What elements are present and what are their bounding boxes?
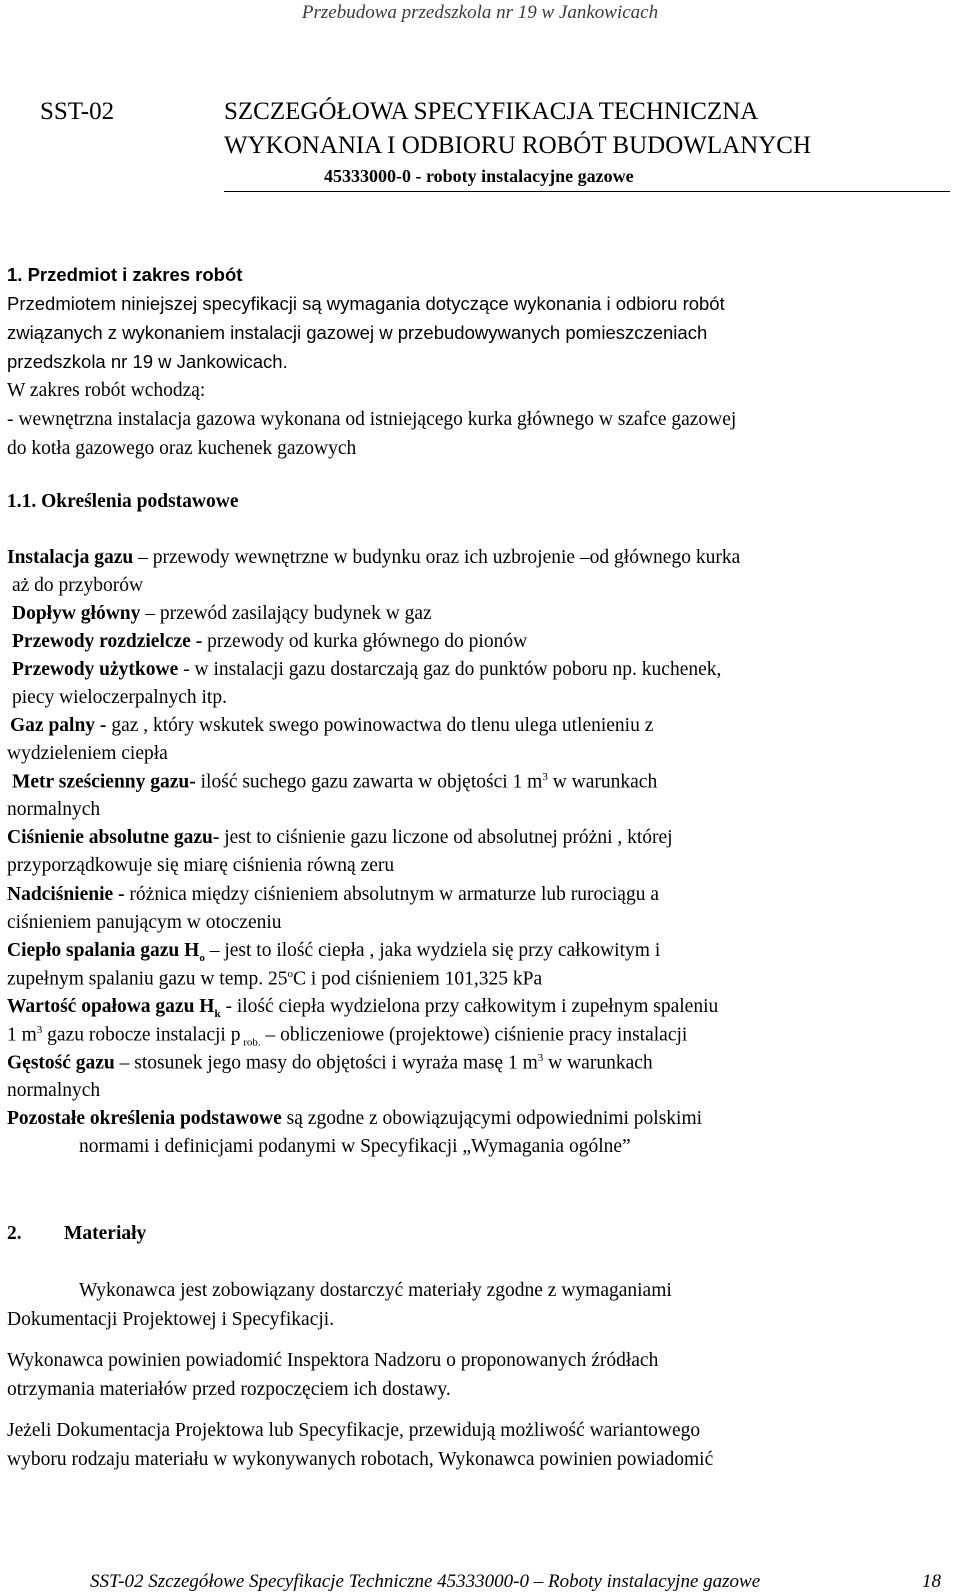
definition-instalacja-gazu: Instalacja gazu – przewody wewnętrzne w budynku oraz ich uzbrojenie –od głównego kurka	[7, 547, 741, 568]
definition-cont: normalnych	[7, 799, 101, 820]
header-rule	[224, 191, 950, 192]
definition-cont: normalnych	[7, 1080, 101, 1101]
page-number: 18	[922, 1571, 941, 1592]
definition-cont: piecy wieloczerpalnych itp.	[12, 687, 227, 708]
definition-cont: 1 $m^3$ gazu robocze instalacji p $_{rob.}$ – obliczeniowe (projektowe) ciśnienie pracy instalacji	[7, 1024, 688, 1049]
page-footer: SST-02 Szczegółowe Specyfikacje Techniczne 45333000-0 – Roboty instalacyjne gazowe	[90, 1571, 761, 1592]
section-1-heading: 1. Przedmiot i zakres robót	[7, 264, 243, 285]
definition-cont: aż do przyborów	[12, 575, 144, 596]
s2-paragraph: Jeżeli Dokumentacja Projektowa lub Specyfikacje, przewidują możliwość wariantowego	[7, 1420, 701, 1441]
definition-cieplo-spalania: Ciepło spalania gazu $H_o$ – jest to ilość ciepła , jaka wydziela się przy całkowitym i	[7, 940, 661, 964]
s2-paragraph: otrzymania materiałów przed rozpoczęciem ich dostawy.	[7, 1379, 451, 1400]
doc-title-line2: WYKONANIA I ODBIORU ROBÓT BUDOWLANYCH	[224, 132, 812, 159]
definition-wartosc-opalowa: Wartość opałowa gazu $H_k$ - ilość ciepła wydzielona przy całkowitym i zupełnym spaleniu	[7, 996, 719, 1020]
definition-cont: wydzieleniem ciepła	[7, 743, 168, 764]
s2-paragraph: Dokumentacji Projektowej i Specyfikacji.	[7, 1309, 335, 1330]
definition-przewody-uzytkowe: Przewody użytkowe - w instalacji gazu dostarczają gaz do punktów poboru np. kuchenek,	[12, 659, 722, 680]
s2-paragraph: wyboru rodzaju materiału w wykonywanych robotach, Wykonawca powinien powiadomić	[7, 1449, 714, 1470]
definition-gestosc-gazu: Gęstość gazu – stosunek jego masy do objętości i wyraża masę 1 $m^3$ w warunkach	[7, 1052, 653, 1074]
definition-cont: przyporządkowuje się miarę ciśnienia równą zeru	[7, 855, 395, 876]
s1-line: - wewnętrzna instalacja gazowa wykonana od istniejącego kurka głównego w szafce gazowej	[7, 409, 737, 430]
section-2-number: 2.	[7, 1223, 22, 1244]
definition-cisnienie-absolutne: Ciśnienie absolutne gazu- jest to ciśnienie gazu liczone od absolutnej próżni , której	[7, 827, 673, 848]
s2-paragraph: Wykonawca jest zobowiązany dostarczyć materiały zgodne z wymaganiami	[79, 1280, 672, 1301]
running-header: Przebudowa przedszkola nr 19 w Jankowicach	[301, 2, 659, 23]
definition-nadcisnienie: Nadciśnienie - różnica między ciśnieniem absolutnym w armaturze lub rurociągu a	[7, 884, 659, 905]
definition-przewody-rozdzielcze: Przewody rozdzielcze - przewody od kurka głównego do pionów	[12, 631, 528, 652]
s1-line: W zakres robót wchodzą:	[7, 380, 206, 401]
definition-doplyw: Dopływ główny – przewód zasilający budynek w gaz	[12, 603, 432, 624]
s1-line: do kotła gazowego oraz kuchenek gazowych	[7, 438, 357, 459]
spec-code: SST-02	[40, 98, 115, 125]
definition-gaz-palny: Gaz palny - gaz , który wskutek swego powinowactwa do tlenu ulega utlenieniu z	[10, 715, 654, 736]
s1-line: przedszkola nr 19 w Jankowicach.	[7, 351, 288, 372]
s1-line: związanych z wykonaniem instalacji gazowej w przebudowywanych pomieszczeniach	[7, 322, 708, 343]
s1-line: Przedmiotem niniejszej specyfikacji są wymagania dotyczące wykonania i odbioru robót	[7, 293, 725, 314]
definition-pozostale: Pozostałe określenia podstawowe są zgodne z obowiązującymi odpowiednimi polskimi	[7, 1108, 703, 1129]
definition-cont: ciśnieniem panującym w otoczeniu	[7, 912, 282, 933]
section-2-title: Materiały	[64, 1223, 147, 1244]
definition-cont: normami i definicjami podanymi w Specyfikacji „Wymagania ogólne”	[79, 1136, 631, 1157]
section-1-1-heading: 1.1. Określenia podstawowe	[7, 491, 239, 512]
definition-metr-szescienny: Metr sześcienny gazu- ilość suchego gazu zawarta w objętości 1 $m^3$ w warunkach	[12, 771, 658, 793]
cpv-line: 45333000-0 - roboty instalacyjne gazowe	[324, 166, 634, 186]
s2-paragraph: Wykonawca powinien powiadomić Inspektora Nadzoru o proponowanych źródłach	[7, 1350, 659, 1371]
definition-cont: zupełnym spalaniu gazu w temp. 25$^o$C i pod ciśnieniem 101,325 kPa	[7, 968, 543, 990]
doc-title-line1: SZCZEGÓŁOWA SPECYFIKACJA TECHNICZNA	[224, 98, 759, 125]
